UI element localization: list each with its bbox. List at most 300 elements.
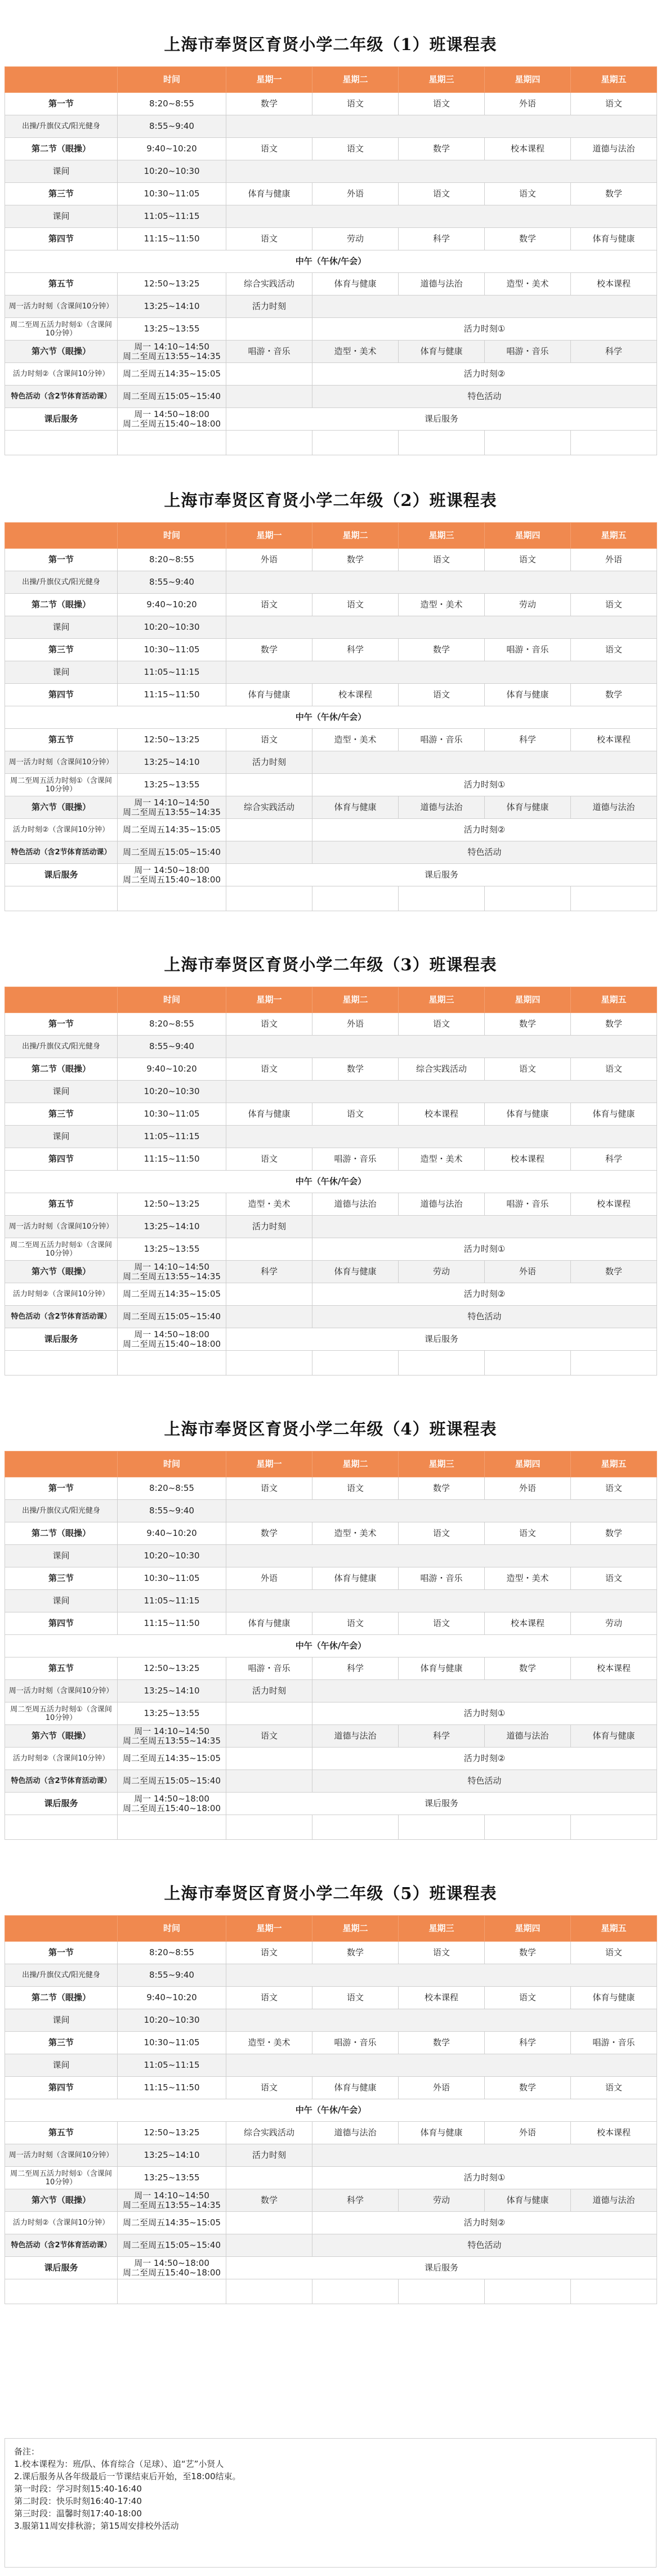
subject-cell: 综合实践活动 bbox=[226, 796, 312, 819]
header-row bbox=[5, 987, 657, 1013]
subject-cell: 造型・美术 bbox=[485, 273, 571, 295]
header-cell: 星期三 bbox=[399, 1451, 485, 1477]
timetable-section bbox=[5, 478, 656, 911]
row-break bbox=[5, 1545, 657, 1567]
time-line: 周一 14:50~18:00 bbox=[134, 2257, 209, 2268]
time-cell: 10:20~10:30 bbox=[118, 616, 226, 639]
header-cell: 星期四 bbox=[485, 523, 571, 549]
subject-cell: 外语 bbox=[485, 93, 571, 115]
activity-cell: 课后服务 bbox=[226, 2257, 657, 2279]
row-activity-monday bbox=[5, 1680, 657, 1703]
empty-cell bbox=[485, 431, 571, 455]
subject-cell: 造型・美术 bbox=[226, 1193, 312, 1216]
row-period-2 bbox=[5, 1058, 657, 1081]
subject-cell: 语文 bbox=[571, 2077, 657, 2099]
time-cell: 8:55~9:40 bbox=[118, 1500, 226, 1522]
row-period-3 bbox=[5, 183, 657, 205]
subject-cell: 体育与健康 bbox=[485, 2189, 571, 2212]
row-label: 周二至周五活力时刻①（含课间10分钟） bbox=[5, 1703, 118, 1725]
empty-cell bbox=[312, 1351, 399, 1376]
subject-cell: 综合实践活动 bbox=[226, 2122, 312, 2144]
row-break bbox=[5, 1126, 657, 1148]
row-label: 第一节 bbox=[5, 93, 118, 115]
note-line: 2.课后服务从各年级最后一节课结束后开始，至18:00结束。 bbox=[14, 2471, 241, 2481]
time-cell: 10:30~11:05 bbox=[118, 1103, 226, 1126]
time-cell: 11:15~11:50 bbox=[118, 228, 226, 250]
row-label: 周一活力时刻（含课间10分钟） bbox=[5, 295, 118, 318]
row-label: 第六节（眼操） bbox=[5, 1261, 118, 1283]
activity-cell: 课后服务 bbox=[226, 408, 657, 431]
timetable-title: 上海市奉贤区育贤小学二年级（1）班课程表 bbox=[164, 35, 497, 54]
activity-cell: 活力时刻② bbox=[312, 2212, 657, 2234]
subject-cell: 外语 bbox=[312, 183, 399, 205]
time-cell: 10:20~10:30 bbox=[118, 1545, 226, 1567]
row-label: 第三节 bbox=[5, 1103, 118, 1126]
subject-cell: 语文 bbox=[312, 1987, 399, 2009]
row-label: 课间 bbox=[5, 1081, 118, 1103]
row-label: 周一活力时刻（含课间10分钟） bbox=[5, 2144, 118, 2167]
time-cell bbox=[118, 341, 226, 363]
row-label: 活力时刻②（含课间10分钟） bbox=[5, 1283, 118, 1306]
subject-cell: 科学 bbox=[312, 2189, 399, 2212]
subject-cell: 数学 bbox=[571, 1261, 657, 1283]
subject-cell: 科学 bbox=[312, 639, 399, 661]
row-label: 第四节 bbox=[5, 2077, 118, 2099]
subject-cell: 语文 bbox=[571, 639, 657, 661]
timetable bbox=[5, 1451, 657, 1840]
row-label: 课间 bbox=[5, 661, 118, 684]
time-cell: 8:20~8:55 bbox=[118, 549, 226, 571]
empty-cell bbox=[226, 2234, 312, 2257]
time-cell: 10:30~11:05 bbox=[118, 1567, 226, 1590]
time-cell bbox=[118, 864, 226, 886]
time-cell: 11:15~11:50 bbox=[118, 1148, 226, 1171]
subject-cell: 数学 bbox=[485, 1657, 571, 1680]
timetable-section bbox=[5, 943, 656, 1376]
row-label: 特色活动（含2节体育活动课） bbox=[5, 1770, 118, 1793]
row-label: 活力时刻②（含课间10分钟） bbox=[5, 819, 118, 841]
empty-cell bbox=[226, 886, 312, 911]
empty-cell bbox=[312, 886, 399, 911]
subject-cell: 外语 bbox=[485, 2122, 571, 2144]
lunch-cell: 中午（午休/午会） bbox=[5, 2099, 657, 2122]
subject-cell: 体育与健康 bbox=[312, 2077, 399, 2099]
row-period-3 bbox=[5, 639, 657, 661]
time-cell: 12:50~13:25 bbox=[118, 729, 226, 751]
time-cell: 10:30~11:05 bbox=[118, 183, 226, 205]
header-cell: 星期三 bbox=[399, 523, 485, 549]
row-period-1 bbox=[5, 1942, 657, 1964]
subject-cell: 唱游・音乐 bbox=[485, 341, 571, 363]
time-cell: 周二至周五14:35~15:05 bbox=[118, 819, 226, 841]
time-line: 周二至周五13:55~14:35 bbox=[122, 351, 221, 361]
subject-cell: 校本课程 bbox=[571, 273, 657, 295]
row-label: 第五节 bbox=[5, 273, 118, 295]
time-line: 周一 14:10~14:50 bbox=[134, 1726, 209, 1736]
blank-row bbox=[5, 1815, 657, 1840]
subject-cell: 校本课程 bbox=[571, 729, 657, 751]
subject-cell: 体育与健康 bbox=[226, 684, 312, 706]
time-cell: 周二至周五15:05~15:40 bbox=[118, 2234, 226, 2257]
row-period-2 bbox=[5, 1522, 657, 1545]
row-period-6 bbox=[5, 2189, 657, 2212]
time-line: 周一 14:50~18:00 bbox=[134, 864, 209, 875]
row-activity-monday bbox=[5, 2144, 657, 2167]
lunch-cell: 中午（午休/午会） bbox=[5, 1171, 657, 1193]
row-break bbox=[5, 205, 657, 228]
time-cell: 周二至周五14:35~15:05 bbox=[118, 1748, 226, 1770]
time-cell: 9:40~10:20 bbox=[118, 138, 226, 160]
time-cell: 10:20~10:30 bbox=[118, 160, 226, 183]
subject-cell: 劳动 bbox=[399, 2189, 485, 2212]
time-line: 周一 14:10~14:50 bbox=[134, 1261, 209, 1272]
row-label: 第二节（眼操） bbox=[5, 1522, 118, 1545]
empty-cell bbox=[226, 1815, 312, 1840]
subject-cell: 外语 bbox=[571, 549, 657, 571]
row-period-5 bbox=[5, 273, 657, 295]
row-activity-monday bbox=[5, 295, 657, 318]
subject-cell: 语文 bbox=[226, 729, 312, 751]
row-label: 特色活动（含2节体育活动课） bbox=[5, 2234, 118, 2257]
row-label: 第二节（眼操） bbox=[5, 594, 118, 616]
header-cell: 星期五 bbox=[571, 523, 657, 549]
row-flag bbox=[5, 1964, 657, 1987]
subject-cell: 语文 bbox=[226, 1013, 312, 1036]
time-cell: 13:25~13:55 bbox=[118, 774, 226, 796]
header-cell: 星期三 bbox=[399, 987, 485, 1013]
subject-cell: 道德与法治 bbox=[571, 2189, 657, 2212]
subject-cell: 语文 bbox=[226, 594, 312, 616]
empty-cell bbox=[226, 1283, 312, 1306]
row-period-6 bbox=[5, 1725, 657, 1748]
time-cell: 8:20~8:55 bbox=[118, 93, 226, 115]
header-cell: 星期五 bbox=[571, 1916, 657, 1942]
time-cell: 周二至周五15:05~15:40 bbox=[118, 1306, 226, 1328]
subject-cell: 科学 bbox=[399, 1725, 485, 1748]
subject-cell: 外语 bbox=[485, 1477, 571, 1500]
activity-cell: 活力时刻① bbox=[312, 2167, 657, 2189]
row-label: 课间 bbox=[5, 2054, 118, 2077]
subject-cell: 体育与健康 bbox=[312, 1261, 399, 1283]
row-lunch bbox=[5, 706, 657, 729]
time-line: 周一 14:10~14:50 bbox=[134, 2190, 209, 2201]
row-label: 周二至周五活力时刻①（含课间10分钟） bbox=[5, 1238, 118, 1261]
row-activity-1 bbox=[5, 2167, 657, 2189]
subject-cell: 体育与健康 bbox=[312, 1567, 399, 1590]
activity-cell: 特色活动 bbox=[312, 1770, 657, 1793]
subject-cell: 语文 bbox=[571, 1058, 657, 1081]
time-cell: 11:05~11:15 bbox=[118, 1126, 226, 1148]
subject-cell: 综合实践活动 bbox=[399, 1058, 485, 1081]
time-cell: 10:20~10:30 bbox=[118, 2009, 226, 2032]
activity-cell: 特色活动 bbox=[312, 386, 657, 408]
empty-cell bbox=[118, 431, 226, 455]
subject-cell: 语文 bbox=[312, 1103, 399, 1126]
time-line: 周二至周五15:40~18:00 bbox=[122, 2267, 221, 2278]
subject-cell: 唱游・音乐 bbox=[399, 729, 485, 751]
subject-cell: 语文 bbox=[226, 1942, 312, 1964]
row-break bbox=[5, 2009, 657, 2032]
time-cell: 11:15~11:50 bbox=[118, 2077, 226, 2099]
empty-cell bbox=[312, 431, 399, 455]
header-cell: 星期四 bbox=[485, 67, 571, 93]
timetable bbox=[5, 987, 657, 1376]
activity-cell: 活力时刻 bbox=[226, 295, 312, 318]
activity-cell: 活力时刻 bbox=[226, 1680, 312, 1703]
time-line: 周二至周五15:40~18:00 bbox=[122, 1338, 221, 1349]
row-period-2 bbox=[5, 594, 657, 616]
time-cell bbox=[118, 2189, 226, 2212]
activity-cell: 活力时刻② bbox=[312, 363, 657, 386]
time-cell: 10:30~11:05 bbox=[118, 2032, 226, 2054]
subject-cell: 语文 bbox=[226, 138, 312, 160]
header-cell: 星期四 bbox=[485, 1451, 571, 1477]
row-label: 第四节 bbox=[5, 1612, 118, 1635]
timetable-title: 上海市奉贤区育贤小学二年级（2）班课程表 bbox=[164, 491, 497, 510]
subject-cell: 道德与法治 bbox=[399, 796, 485, 819]
subject-cell: 造型・美术 bbox=[312, 341, 399, 363]
row-label: 活力时刻②（含课间10分钟） bbox=[5, 1748, 118, 1770]
subject-cell: 语文 bbox=[571, 93, 657, 115]
time-line: 周二至周五15:40~18:00 bbox=[122, 418, 221, 429]
subject-cell: 数学 bbox=[399, 639, 485, 661]
subject-cell: 校本课程 bbox=[571, 2122, 657, 2144]
lunch-cell: 中午（午休/午会） bbox=[5, 706, 657, 729]
row-period-6 bbox=[5, 1261, 657, 1283]
empty-cell bbox=[226, 2054, 657, 2077]
row-activity-1 bbox=[5, 774, 657, 796]
row-label: 第一节 bbox=[5, 1942, 118, 1964]
time-line: 周二至周五15:40~18:00 bbox=[122, 1803, 221, 1813]
subject-cell: 语文 bbox=[226, 1987, 312, 2009]
subject-cell: 体育与健康 bbox=[312, 796, 399, 819]
empty-cell bbox=[571, 2279, 657, 2304]
blank-row bbox=[5, 1351, 657, 1376]
timetable bbox=[5, 522, 657, 911]
time-cell: 12:50~13:25 bbox=[118, 2122, 226, 2144]
activity-cell: 活力时刻 bbox=[226, 2144, 312, 2167]
empty-cell bbox=[399, 431, 485, 455]
time-cell: 8:20~8:55 bbox=[118, 1942, 226, 1964]
row-label: 课后服务 bbox=[5, 1793, 118, 1815]
time-cell bbox=[118, 1261, 226, 1283]
row-period-2 bbox=[5, 1987, 657, 2009]
header-cell bbox=[5, 987, 118, 1013]
subject-cell: 道德与法治 bbox=[485, 1725, 571, 1748]
empty-cell bbox=[485, 1351, 571, 1376]
subject-cell: 造型・美术 bbox=[399, 594, 485, 616]
row-period-5 bbox=[5, 1193, 657, 1216]
subject-cell: 外语 bbox=[485, 1261, 571, 1283]
row-break bbox=[5, 661, 657, 684]
empty-cell bbox=[226, 1036, 657, 1058]
subject-cell: 校本课程 bbox=[312, 684, 399, 706]
subject-cell: 数学 bbox=[226, 1522, 312, 1545]
header-cell: 星期一 bbox=[226, 1451, 312, 1477]
subject-cell: 校本课程 bbox=[571, 1193, 657, 1216]
empty-cell bbox=[5, 886, 118, 911]
empty-cell bbox=[226, 115, 657, 138]
subject-cell: 唱游・音乐 bbox=[399, 1567, 485, 1590]
row-label: 第一节 bbox=[5, 1013, 118, 1036]
subject-cell: 语文 bbox=[312, 93, 399, 115]
note-line: 第三时段：温馨时刻17:40-18:00 bbox=[14, 2508, 142, 2519]
time-cell: 11:15~11:50 bbox=[118, 1612, 226, 1635]
row-label: 特色活动（含2节体育活动课） bbox=[5, 386, 118, 408]
timetable-title: 上海市奉贤区育贤小学二年级（4）班课程表 bbox=[164, 1419, 497, 1439]
subject-cell: 体育与健康 bbox=[226, 1612, 312, 1635]
subject-cell: 数学 bbox=[485, 1013, 571, 1036]
empty-cell bbox=[399, 2279, 485, 2304]
subject-cell: 数学 bbox=[312, 549, 399, 571]
empty-cell bbox=[571, 1351, 657, 1376]
time-cell: 8:20~8:55 bbox=[118, 1477, 226, 1500]
empty-cell bbox=[226, 774, 312, 796]
subject-cell: 语文 bbox=[312, 1612, 399, 1635]
subject-cell: 唱游・音乐 bbox=[485, 639, 571, 661]
subject-cell: 造型・美术 bbox=[485, 1567, 571, 1590]
blank-row bbox=[5, 431, 657, 455]
lunch-cell: 中午（午休/午会） bbox=[5, 250, 657, 273]
time-cell: 13:25~13:55 bbox=[118, 2167, 226, 2189]
subject-cell: 语文 bbox=[226, 1058, 312, 1081]
time-cell: 13:25~13:55 bbox=[118, 1238, 226, 1261]
subject-cell: 语文 bbox=[312, 1477, 399, 1500]
subject-cell: 数学 bbox=[485, 1942, 571, 1964]
empty-cell bbox=[312, 1815, 399, 1840]
row-flag bbox=[5, 1500, 657, 1522]
subject-cell: 道德与法治 bbox=[312, 2122, 399, 2144]
row-special bbox=[5, 841, 657, 864]
subject-cell: 道德与法治 bbox=[312, 1193, 399, 1216]
row-period-3 bbox=[5, 2032, 657, 2054]
subject-cell: 数学 bbox=[312, 1942, 399, 1964]
subject-cell: 校本课程 bbox=[571, 1657, 657, 1680]
time-cell bbox=[118, 796, 226, 819]
subject-cell: 道德与法治 bbox=[399, 273, 485, 295]
note-line: 第二时段：快乐时刻16:40-17:40 bbox=[14, 2496, 142, 2506]
subject-cell: 语文 bbox=[399, 1612, 485, 1635]
empty-cell bbox=[226, 841, 312, 864]
subject-cell: 数学 bbox=[399, 138, 485, 160]
row-activity-1 bbox=[5, 1703, 657, 1725]
activity-cell: 活力时刻① bbox=[312, 1703, 657, 1725]
row-label: 出操/升旗仪式/阳光健身 bbox=[5, 571, 118, 594]
row-label: 课间 bbox=[5, 205, 118, 228]
empty-cell bbox=[399, 1351, 485, 1376]
header-cell: 时间 bbox=[118, 523, 226, 549]
time-cell: 13:25~14:10 bbox=[118, 751, 226, 774]
subject-cell: 数学 bbox=[226, 2189, 312, 2212]
subject-cell: 语文 bbox=[485, 1522, 571, 1545]
time-cell: 8:55~9:40 bbox=[118, 1964, 226, 1987]
row-label: 周一活力时刻（含课间10分钟） bbox=[5, 1216, 118, 1238]
time-cell bbox=[118, 1793, 226, 1815]
empty-cell bbox=[5, 1351, 118, 1376]
empty-cell bbox=[226, 1126, 657, 1148]
header-cell: 星期一 bbox=[226, 523, 312, 549]
row-lunch bbox=[5, 250, 657, 273]
subject-cell: 唱游・音乐 bbox=[312, 1148, 399, 1171]
row-label: 活力时刻②（含课间10分钟） bbox=[5, 363, 118, 386]
header-cell: 时间 bbox=[118, 987, 226, 1013]
subject-cell: 体育与健康 bbox=[571, 228, 657, 250]
time-line: 周一 14:50~18:00 bbox=[134, 1329, 209, 1339]
subject-cell: 语文 bbox=[399, 1013, 485, 1036]
row-label: 课间 bbox=[5, 160, 118, 183]
subject-cell: 科学 bbox=[485, 729, 571, 751]
empty-cell bbox=[312, 295, 657, 318]
row-activity-2 bbox=[5, 1748, 657, 1770]
subject-cell: 语文 bbox=[571, 1942, 657, 1964]
subject-cell: 语文 bbox=[312, 594, 399, 616]
time-line: 周二至周五13:55~14:35 bbox=[122, 807, 221, 817]
subject-cell: 唱游・音乐 bbox=[226, 1657, 312, 1680]
subject-cell: 造型・美术 bbox=[312, 1522, 399, 1545]
empty-cell bbox=[226, 386, 312, 408]
header-cell: 星期一 bbox=[226, 987, 312, 1013]
row-label: 第五节 bbox=[5, 1193, 118, 1216]
row-label: 周二至周五活力时刻①（含课间10分钟） bbox=[5, 774, 118, 796]
timetable-title: 上海市奉贤区育贤小学二年级（3）班课程表 bbox=[164, 955, 497, 974]
row-label: 周一活力时刻（含课间10分钟） bbox=[5, 1680, 118, 1703]
empty-cell bbox=[399, 886, 485, 911]
activity-cell: 特色活动 bbox=[312, 841, 657, 864]
row-lunch bbox=[5, 1635, 657, 1657]
row-activity-2 bbox=[5, 819, 657, 841]
time-line: 周一 14:50~18:00 bbox=[134, 1793, 209, 1804]
time-cell: 周二至周五15:05~15:40 bbox=[118, 841, 226, 864]
subject-cell: 数学 bbox=[571, 183, 657, 205]
empty-cell bbox=[5, 1815, 118, 1840]
row-label: 课后服务 bbox=[5, 2257, 118, 2279]
activity-cell: 课后服务 bbox=[226, 1793, 657, 1815]
row-label: 第五节 bbox=[5, 729, 118, 751]
subject-cell: 造型・美术 bbox=[312, 729, 399, 751]
activity-cell: 活力时刻① bbox=[312, 774, 657, 796]
subject-cell: 劳动 bbox=[571, 1612, 657, 1635]
row-special bbox=[5, 1770, 657, 1793]
empty-cell bbox=[226, 1500, 657, 1522]
note-line: 1.校本课程为：班/队、体育综合（足球）、追“艺”小贤人 bbox=[14, 2459, 224, 2469]
empty-cell bbox=[226, 1703, 312, 1725]
subject-cell: 科学 bbox=[312, 1657, 399, 1680]
row-after-school bbox=[5, 408, 657, 431]
subject-cell: 唱游・音乐 bbox=[312, 2032, 399, 2054]
subject-cell: 语文 bbox=[485, 1987, 571, 2009]
time-line: 周二至周五13:55~14:35 bbox=[122, 1735, 221, 1746]
subject-cell: 科学 bbox=[571, 341, 657, 363]
row-period-3 bbox=[5, 1567, 657, 1590]
empty-cell bbox=[226, 1545, 657, 1567]
subject-cell: 科学 bbox=[226, 1261, 312, 1283]
time-cell: 12:50~13:25 bbox=[118, 273, 226, 295]
row-after-school bbox=[5, 864, 657, 886]
header-cell: 星期三 bbox=[399, 1916, 485, 1942]
header-cell: 时间 bbox=[118, 1451, 226, 1477]
subject-cell: 数学 bbox=[571, 684, 657, 706]
subject-cell: 体育与健康 bbox=[485, 796, 571, 819]
subject-cell: 科学 bbox=[485, 2032, 571, 2054]
header-cell: 星期二 bbox=[312, 987, 399, 1013]
row-label: 第六节（眼操） bbox=[5, 341, 118, 363]
time-cell: 13:25~14:10 bbox=[118, 1216, 226, 1238]
empty-cell bbox=[226, 1964, 657, 1987]
header-cell: 星期二 bbox=[312, 67, 399, 93]
row-period-3 bbox=[5, 1103, 657, 1126]
subject-cell: 外语 bbox=[226, 549, 312, 571]
time-cell: 10:30~11:05 bbox=[118, 639, 226, 661]
